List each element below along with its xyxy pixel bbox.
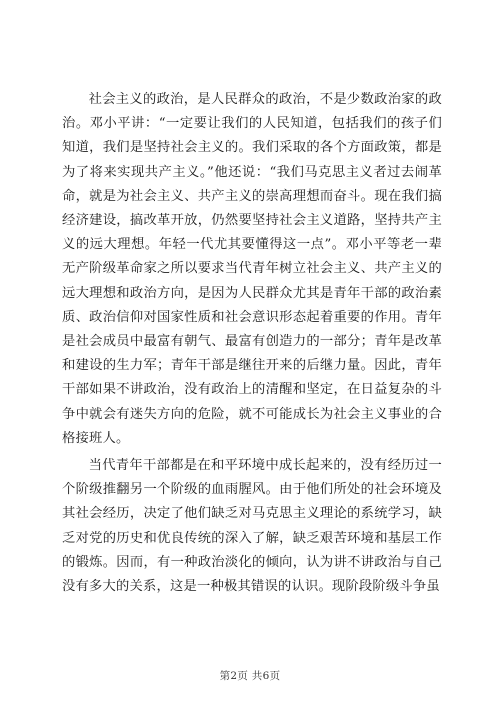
- document-body: [62, 88, 442, 599]
- paragraph-2: 当代青年干部都是在和平环境中成长起来的，没有经历过一个阶级推翻另一个阶级的血雨腥风。由于他们所处的社会环境及其社会经历，决定了他们缺乏对马克思主义理论的系统学习，缺乏对党的历史和优良传统的深入了解，缺乏艰苦环境和基层工作的锻炼。因而，有一种政治淡化的倾向，认为讲不讲政治与自己没有多大的关系，这是一种极其错误的认识。现阶段阶级斗争虽: [62, 458, 442, 595]
- paragraph-1: 社会主义的政治，是人民群众的政治，不是少数政治家的政治。邓小平讲：“一定要让我们的人民知道，包括我们的孩子们知道，我们是坚持社会主义的。我们采取的各个方面政策，都是为了将来实现共产主义。”他还说：“我们马克思主义者过去闹革命，就是为社会主义、共产主义的崇高理想而奋斗。现在我们搞经济建设，搞改革开放，仍然要坚持社会主义道路，坚持共产主义的远大理想。年轻一代尤其要懂得这一点”。邓小平等老一辈无产阶级革命家之所以要求当代青年树立社会主义、共产主义的远大理想和政治方向，是因为人民群众尤其是青年干部的政治素质、政治信仰对国家性质和社会意识形态起着重要的作用。青年是社会成员中最富有朝气、最富有创造力的一部分；青年是改革和建设的生力军；青年干部是继往开来的后继力量。因此，青年干部如果不讲政治，没有政治上的清醒和坚定，在日益复杂的斗争中就会有迷失方向的危险，就不可能成长为社会主义事业的合格接班人。: [62, 92, 442, 446]
- page-number-footer: 第2页 共6页: [219, 670, 281, 682]
